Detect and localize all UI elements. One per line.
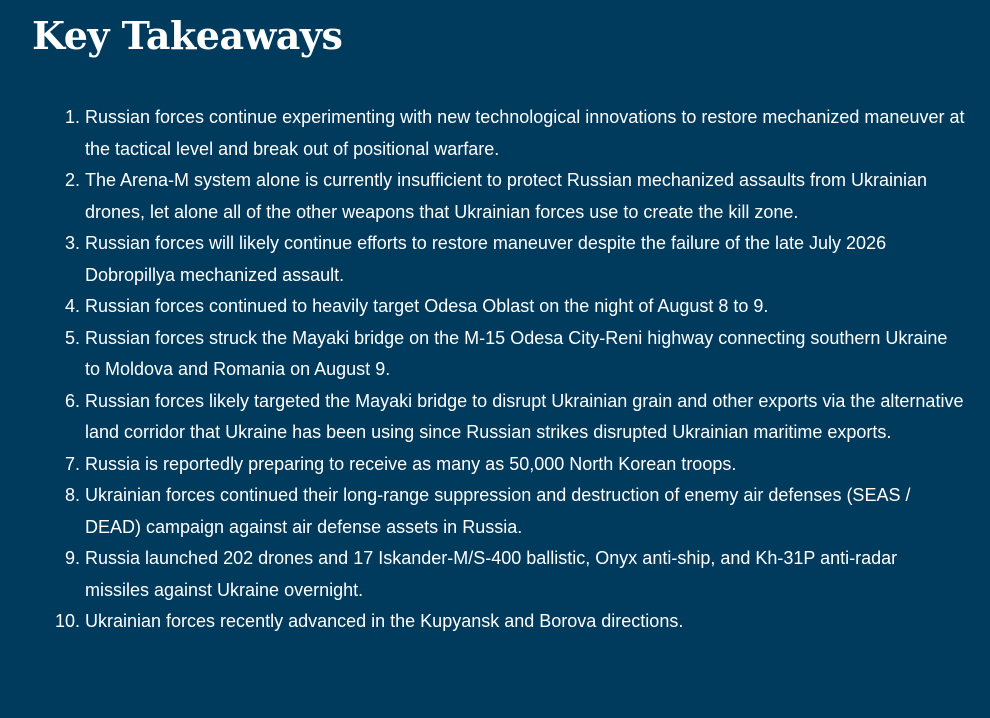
list-item-text: The Arena-M system alone is currently insufficient to protect Russian mechanized assaults from Ukrainian drones, let alone all of the other weapons that Ukrainian forces use to create the kill zone. (85, 170, 928, 222)
list-item-text: Russian forces will likely continue efforts to restore maneuver despite the failure of the late July 2026 Dobropillya mechanized assault. (85, 233, 887, 285)
list-item (32, 228, 965, 291)
list-item-text: Russia is reportedly preparing to receive as many as 50,000 North Korean troops. (85, 453, 737, 474)
list-item (32, 386, 965, 449)
list-item-number: 7. (64, 453, 80, 474)
list-item (32, 165, 965, 228)
list-item-text: Russian forces likely targeted the Mayaki bridge to disrupt Ukrainian grain and other exports via the alternative land corridor that Ukraine has been using since Russian strikes disrupted Ukrainian maritime exports. (85, 390, 964, 442)
list-item-text: Russian forces continue experimenting with new technological innovations to restore mechanized maneuver at the tactical level and break out of positional warfare. (85, 107, 965, 159)
list-item-number: 9. (64, 548, 80, 568)
list-item-text: Ukrainian forces continued their long-range suppression and destruction of enemy air defenses (SEAS / DEAD) campaign against air defense assets in Russia. (85, 485, 911, 537)
list-item (32, 291, 965, 323)
list-item-number: 3. (64, 233, 80, 253)
list-item-number: 2. (64, 170, 80, 190)
list-item-number: 8. (64, 485, 80, 505)
list-item (32, 480, 965, 543)
list-item-text: Ukrainian forces recently advanced in the Kupyansk and Borova directions. (85, 611, 684, 631)
list-item-number: 5. (64, 327, 80, 348)
list-item-number: 10. (54, 611, 80, 631)
page-title: Key Takeaways (32, 13, 343, 58)
list-item (32, 449, 965, 481)
list-item (32, 102, 965, 165)
takeaways-list (32, 102, 965, 638)
list-item-text: Russian forces continued to heavily target Odesa Oblast on the night of August 8 to 9. (85, 296, 769, 316)
list-item-text: Russian forces struck the Mayaki bridge on the M-15 Odesa City-Reni highway connecting southern Ukraine to Moldova and Romania on August 9. (85, 327, 948, 379)
list-item (32, 606, 965, 638)
list-item (32, 543, 965, 606)
list-item-number: 6. (64, 390, 80, 411)
list-item-text: Russia launched 202 drones and 17 Iskander-M/S-400 ballistic, Onyx anti-ship, and Kh-31P anti-radar missiles against Ukraine overnight. (85, 548, 898, 600)
list-item (32, 323, 965, 386)
list-item-number: 1. (64, 107, 80, 127)
list-item-number: 4. (64, 296, 80, 316)
